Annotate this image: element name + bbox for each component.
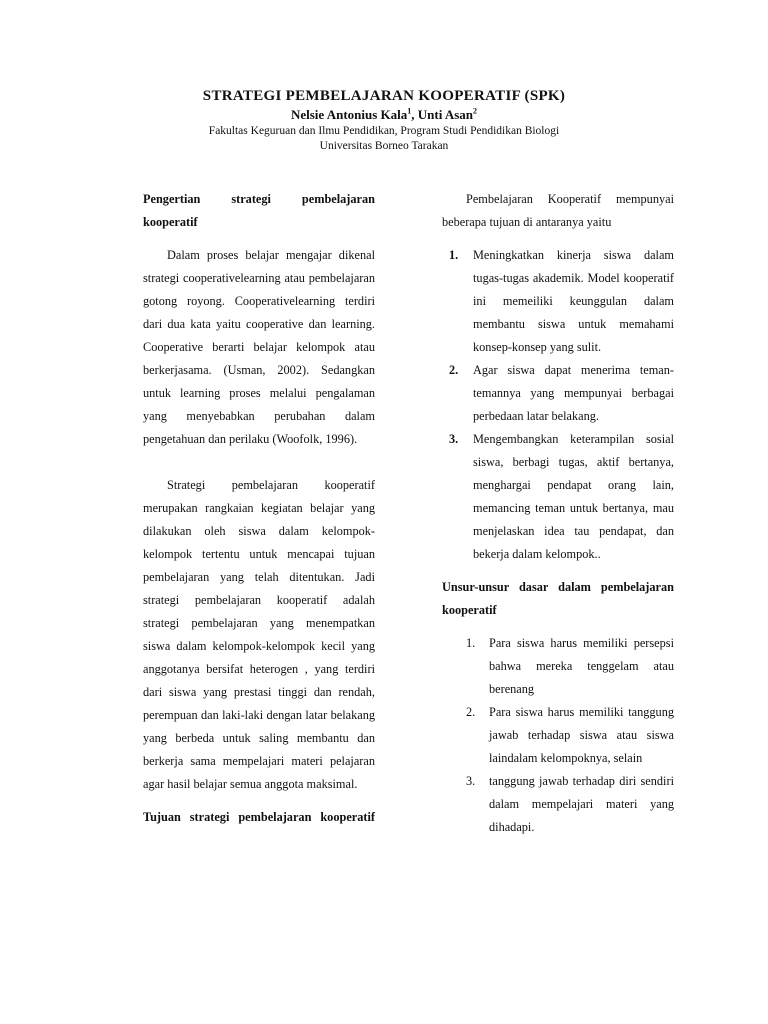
- author-line: [0, 106, 768, 124]
- left-column: [143, 188, 375, 829]
- list-item-text: Agar siswa dapat menerima teman-temannya yang mempunyai berbagai perbedaan latar belakang.: [473, 363, 674, 423]
- author-name: Unti Asan: [417, 107, 474, 122]
- intro-paragraph: Pembelajaran Kooperatif mempunyai beberapa tujuan di antaranya yaitu: [442, 192, 674, 229]
- list-item-text: Meningkatkan kinerja siswa dalam tugas-tugas akademik. Model kooperatif ini memeiliki keunggulan dalam membantu siswa untuk memahami konsep-konsep yang sulit.: [473, 248, 674, 354]
- list-number: 3.: [466, 774, 476, 788]
- list-item-text: Para siswa harus memiliki persepsi bahwa mereka tenggelam atau berenang: [489, 636, 674, 696]
- body-paragraph: Dalam proses belajar mengajar dikenal strategi cooperativelearning atau pembelajaran gotong royong. Cooperativelearning terdiri dari dua kata yaitu cooperative dan learning. Cooperative berarti belajar kelompok atau berkerjasama. (Usman, 2002). Sedangkan untuk learning proses melalui pengalaman yang menyebabkan perubahan dalam pengetahuan dan perilaku (Woofolk, 1996).: [143, 248, 375, 446]
- list-item-text: Mengembangkan keterampilan sosial siswa, berbagi tugas, aktif bertanya, menghargai pendapat orang lain, memancing teman untuk bertanya, mau menjelaskan idea tau pendapat, dan bekerja dalam kelompok..: [473, 432, 674, 561]
- body-paragraph: Strategi pembelajaran kooperatif merupakan rangkaian kegiatan belajar yang dilakukan oleh siswa dalam kelompok-kelompok tertentu untuk mencapai tujuan pembelajaran yang telah ditentukan. Jadi strategi pembelajaran kooperatif adalah strategi pembelajaran yang menempatkan siswa dalam kelompok-kelompok kecil yang anggotanya bersifat heterogen , yang terdiri dari siswa yang prestasi tinggi dan rendah, perempuan dan laki-laki dengan latar belakang yang berbeda untuk saling membantu dan berkerja sama mempelajari materi pelajaran agar hasil belajar semua anggota maksimal.: [143, 478, 375, 791]
- affiliation-faculty: Fakultas Keguruan dan Ilmu Pendidikan, Program Studi Pendidikan Biologi: [208, 125, 560, 137]
- list-item: [442, 770, 674, 839]
- list-item-text: Para siswa harus memiliki tanggung jawab terhadap siswa atau siswa laindalam kelompoknya, selain: [489, 705, 674, 765]
- list-number: 2.: [449, 363, 459, 377]
- list-item-text: tanggung jawab terhadap diri sendiri dalam mempelajari materi yang dihadapi.: [489, 774, 674, 834]
- list-number: 1.: [466, 636, 476, 650]
- list-number: 3.: [449, 432, 459, 446]
- list-item: [442, 244, 674, 359]
- document-title: STRATEGI PEMBELAJARAN KOOPERATIF (SPK): [202, 88, 566, 104]
- author-affiliation-mark: 1: [407, 106, 412, 116]
- list-item: [442, 428, 674, 566]
- elements-list: [442, 632, 674, 839]
- author-separator: ,: [411, 107, 418, 122]
- list-number: 1.: [449, 248, 459, 262]
- section-heading: Pengertian strategi pembelajaran kooperatif: [143, 192, 375, 229]
- right-column: [442, 188, 674, 839]
- author-affiliation-mark: 2: [473, 106, 478, 116]
- author-name: Nelsie Antonius Kala: [290, 107, 408, 122]
- section-heading: Unsur-unsur dasar dalam pembelajaran kooperatif: [442, 580, 674, 617]
- list-number: 2.: [466, 705, 476, 719]
- list-item: [442, 701, 674, 770]
- affiliation-university: Universitas Borneo Tarakan: [319, 140, 449, 152]
- document-header: [0, 86, 768, 154]
- section-heading: Tujuan strategi pembelajaran kooperatif: [143, 810, 375, 824]
- list-item: [442, 632, 674, 701]
- goals-list: [442, 244, 674, 566]
- list-item: [442, 359, 674, 428]
